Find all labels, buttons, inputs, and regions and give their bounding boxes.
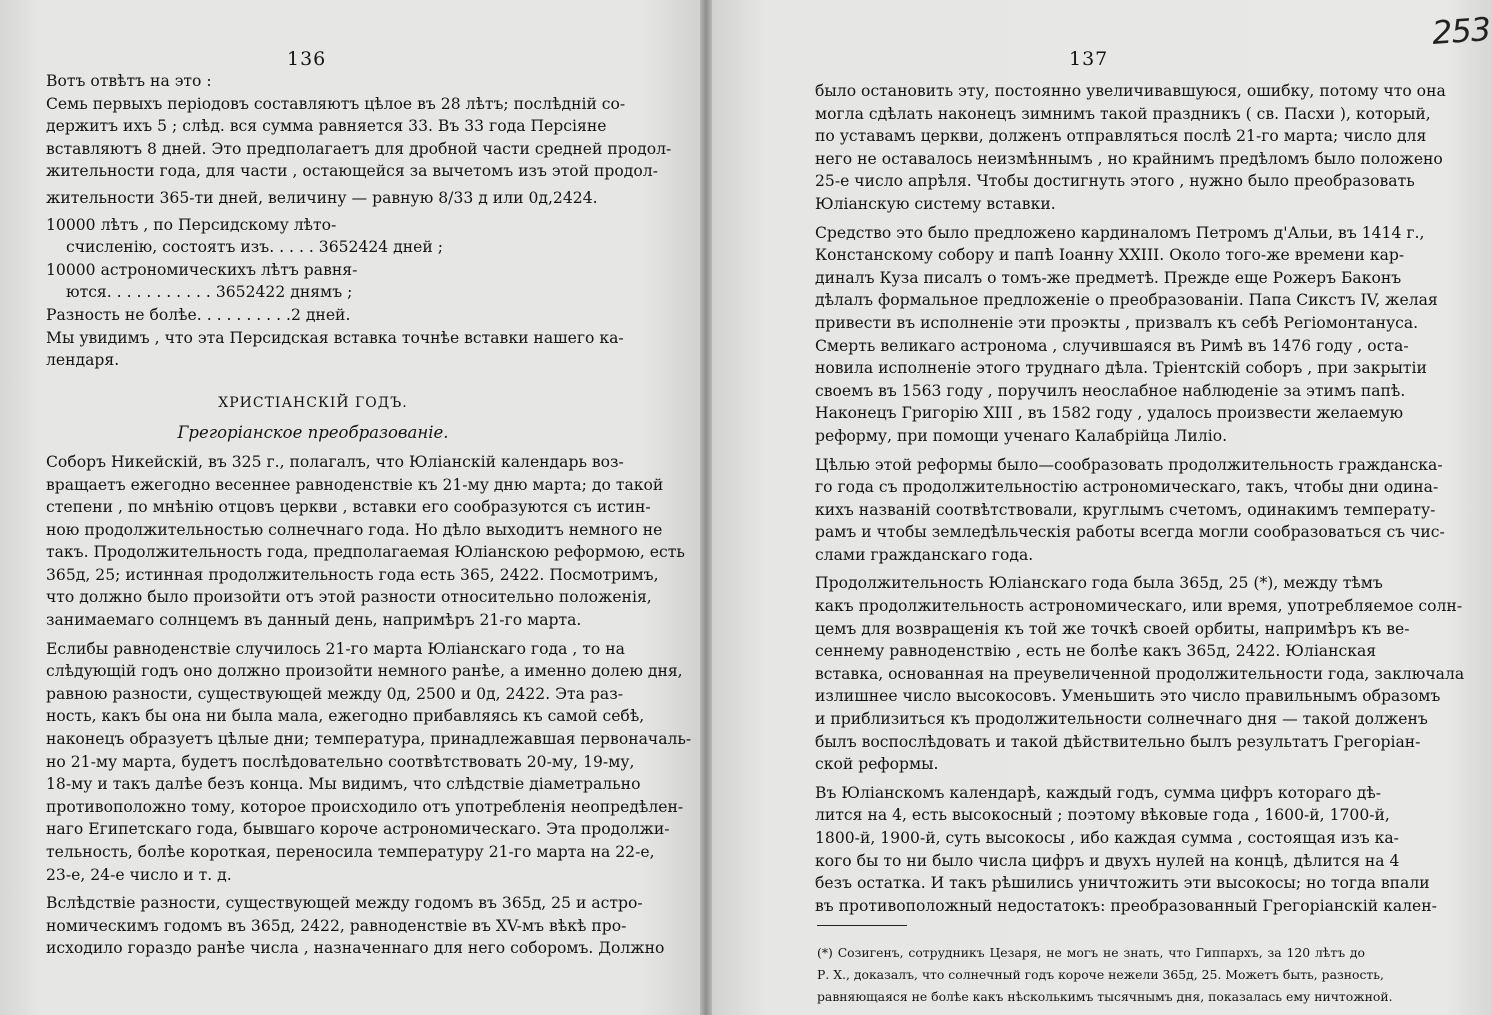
text-line: 10000 лѣтъ , по Персидскому лѣто- [46, 215, 337, 234]
text-line: Вотъ отвѣтъ на это : [46, 72, 212, 90]
footnote-line: Р. Х., доказалъ, что солнечный годъ короче нежели 365д, 25. Можетъ быть, разность, [817, 967, 1384, 982]
footnote [817, 942, 1393, 1008]
handwritten-mark: 253 [1430, 10, 1492, 52]
text-line: въ противоположный недостатокъ: преобразованный Грегоріанскій кален- [815, 896, 1437, 915]
text-line: ской реформы. [815, 755, 939, 774]
text-line: 25-е число апрѣля. Чтобы достигнуть этого , нужно было преобразовать [815, 172, 1415, 191]
footnote-line: (*) Созигенъ, сотрудникъ Цезаря, не могъ не знать, что Гиппархъ, за 120 лѣтъ до [817, 945, 1365, 960]
text-line: слами гражданскаго года. [815, 545, 1034, 564]
text-line: сеннему равноденствію , есть не болѣе какъ 365д, 2422. Юліанская [815, 642, 1377, 661]
book-gutter [700, 0, 712, 1015]
text-line: диналъ Куза писалъ о томъ-же предметѣ. Прежде еще Рожеръ Баконъ [815, 268, 1402, 287]
text-line: Наконецъ Григорію XIII , въ 1582 году , удалось произвести желаемую [815, 404, 1404, 423]
text-line: Вслѣдствіе разности, существующей между годомъ въ 365д, 25 и астро- [46, 894, 643, 913]
text-line: ются. . . . . . . . . . . 3652422 днямъ ; [66, 283, 353, 302]
section-heading: ХРИСТІАНСКІЙ ГОДЪ. [218, 394, 408, 411]
text-line: ность, какъ бы она ни была мала, ежегодно прибавляясь къ самой себѣ, [46, 707, 645, 726]
text-line: но 21-му марта, будетъ послѣдовательно соотвѣтствовать 20-му, 19-му, [46, 752, 635, 771]
text-line: по уставамъ церкви, долженъ отправляться послѣ 21-го марта; число для [815, 127, 1427, 146]
text-line: былъ воспослѣдовать и такой дѣйствительно былъ результатъ Грегоріан- [815, 732, 1421, 751]
text-line: жительности 365-ти дней, величину — равную 8/33 д или 0д,2424. [46, 188, 598, 207]
text-line: 23-е, 24-е число и т. д. [46, 865, 232, 884]
text-line: Констанскому собору и папѣ Іоанну XXIII. Около того-же времени кар- [815, 246, 1405, 265]
text-line: безъ остатка. И такъ рѣшились уничтожить эти высокосы; но тогда впали [815, 874, 1430, 893]
text-line: ною продолжительностью солнечнаго года. Но дѣло выходитъ немного не [46, 520, 663, 539]
right-text-column [815, 80, 1465, 917]
page-number-right: 137 [1069, 48, 1109, 70]
text-line: номическимъ годомъ въ 365д, 2422, равноденствіе въ XV-мъ вѣкѣ про- [46, 916, 627, 935]
text-line: своемъ въ 1563 году , поручилъ неослабное наблюденіе за этимъ папѣ. [815, 381, 1406, 400]
text-line: счисленію, состоятъ изъ. . . . . 3652424 дней ; [66, 238, 444, 257]
text-line: было остановить эту, постоянно увеличивавшуюся, ошибку, потому что она [815, 82, 1446, 100]
text-line: Мы увидимъ , что эта Персидская вставка точнѣе вставки нашего ка- [46, 328, 624, 347]
text-line: вращаетъ ежегодно весеннее равноденствіе къ 21-му дню марта; до такой [46, 475, 664, 494]
text-line: Въ Юліанскомъ календарѣ, каждый годъ, сумма цифръ котораго дѣ- [815, 783, 1382, 802]
text-line: могла сдѣлать наконецъ зимнимъ такой праздникъ ( св. Пасхи ), который, [815, 104, 1431, 123]
page-number-left: 136 [287, 48, 327, 70]
text-line: занимаемаго солнцемъ въ данный день, напримѣръ 21-го марта. [46, 611, 582, 630]
text-line: цемъ для возвращенія къ той же точкѣ своей орбиты, напримѣръ къ ве- [815, 619, 1410, 638]
section-subheading: Грегоріанское преобразованіе. [177, 423, 449, 443]
text-line: Разность не болѣе. . . . . . . . . .2 дней. [46, 305, 351, 324]
text-line: Средство это было предложено кардиналомъ Петромъ д'Альи, въ 1414 г., [815, 223, 1425, 242]
footnote-line: равняющаяся не болѣе какъ нѣсколькимъ тысячнымъ дня, показалась ему ничтожной. [817, 989, 1393, 1004]
text-line: вставка, основанная на преувеличенной продолжительности года, заключала [815, 664, 1465, 683]
text-line: и приблизиться къ продолжительности солнечнаго дня — такой долженъ [815, 710, 1428, 729]
text-line: вставляютъ 8 дней. Это предполагаетъ для дробной части средней продол- [46, 139, 672, 158]
text-line: рамъ и чтобы земледѣльческія работы всегда могли сообразоваться съ чис- [815, 523, 1445, 542]
text-line: наго Египетскаго года, бывшаго короче астрономическаго. Эта продолжи- [46, 820, 670, 839]
text-line: такъ. Продолжительность года, предполагаемая Юліанскою реформою, есть [46, 543, 685, 562]
text-line: реформу, при помощи ученаго Калабрійца Лиліо. [815, 426, 1228, 445]
text-line: наконецъ образуетъ цѣлые дни; температура, принадлежавшая первоначаль- [46, 730, 692, 749]
text-line: него не оставалось неизмѣннымъ , но крайнимъ предѣломъ было положено [815, 149, 1443, 168]
text-line: кого бы то ни было числа цифръ и двухъ нулей на концѣ, дѣлится на 4 [815, 851, 1400, 870]
text-line: Продолжительность Юліанскаго года была 365д, 25 (*), между тѣмъ [815, 574, 1383, 593]
text-line: привести въ исполненіе эти проэкты , призвалъ къ себѣ Регіомонтануса. [815, 313, 1419, 332]
text-line: слѣдующій годъ оно должно произойти немного ранѣе, а именно долею дня, [46, 662, 683, 681]
text-line: го года съ продолжительностію астрономическаго, такъ, чтобы дни одина- [815, 478, 1439, 497]
text-line: какъ продолжительность астрономическаго, или время, употребляемое солн- [815, 597, 1463, 616]
text-line: равною разности, существующей между 0д, 2500 и 0д, 2422. Эта раз- [46, 684, 623, 703]
left-text-column [46, 70, 692, 960]
text-line: тельность, болѣе короткая, переносила температуру 21-го марта на 22-е, [46, 843, 655, 861]
text-line: лится на 4, есть высокосный ; поэтому вѣковые года , 1600-й, 1700-й, [815, 806, 1390, 825]
text-line: лендаря. [46, 351, 120, 370]
footnote-rule [817, 925, 907, 926]
text-line: излишнее число высокосовъ. Уменьшить это число правильнымъ образомъ [815, 687, 1441, 706]
text-line: Цѣлью этой реформы было—сообразовать продолжительность гражданска- [815, 455, 1443, 474]
text-line: Семь первыхъ періодовъ составляютъ цѣлое въ 28 лѣтъ; послѣдній со- [46, 94, 626, 113]
text-line: Смерть великаго астронома , случившаяся въ Римѣ въ 1476 году , оста- [815, 336, 1409, 355]
text-line: Еслибы равноденствіе случилось 21-го марта Юліанскаго года , то на [46, 639, 625, 658]
text-line: жительности года, для части , остающейся за вычетомъ изъ этой продол- [46, 162, 658, 181]
text-line: противоположно тому, которое происходило отъ употребленія неопредѣлен- [46, 797, 684, 816]
text-line: держитъ ихъ 5 ; слѣд. вся сумма равняется 33. Въ 33 года Персіяне [46, 117, 607, 136]
text-line: 18-му и такъ далѣе безъ конца. Мы видимъ, что слѣдствіе діаметрально [46, 775, 641, 794]
text-line: дѣлалъ формальное предложеніе о преобразованіи. Папа Сикстъ IV, желая [815, 291, 1438, 310]
text-line: новила исполненіе этого труднаго дѣла. Тріентскій соборъ , при закрытіи [815, 359, 1427, 378]
left-page [0, 0, 706, 1015]
text-line: исходило гораздо ранѣе числа , назначеннаго для него соборомъ. Должно [46, 939, 665, 958]
text-line: 1800-й, 1900-й, суть высокосы , ибо каждая сумма , состоящая изъ ка- [815, 829, 1399, 847]
text-line: степени , по мнѣнію отцовъ церкви , вставки его сообразуются съ истин- [46, 498, 651, 517]
text-line: Юліанскую систему вставки. [815, 194, 1056, 213]
text-line: 365д, 25; истинная продолжительность года есть 365, 2422. Посмотримъ, [46, 565, 659, 584]
text-line: 10000 астрономическихъ лѣтъ равня- [46, 260, 358, 279]
text-line: кихъ названій соотвѣтствовали, круглымъ счетомъ, одинакимъ температу- [815, 500, 1436, 519]
text-line: Соборъ Никейскій, въ 325 г., полагалъ, что Юліанскій календарь воз- [46, 452, 624, 471]
text-line: что должно было произойти отъ этой разности относительно положенія, [46, 588, 652, 607]
